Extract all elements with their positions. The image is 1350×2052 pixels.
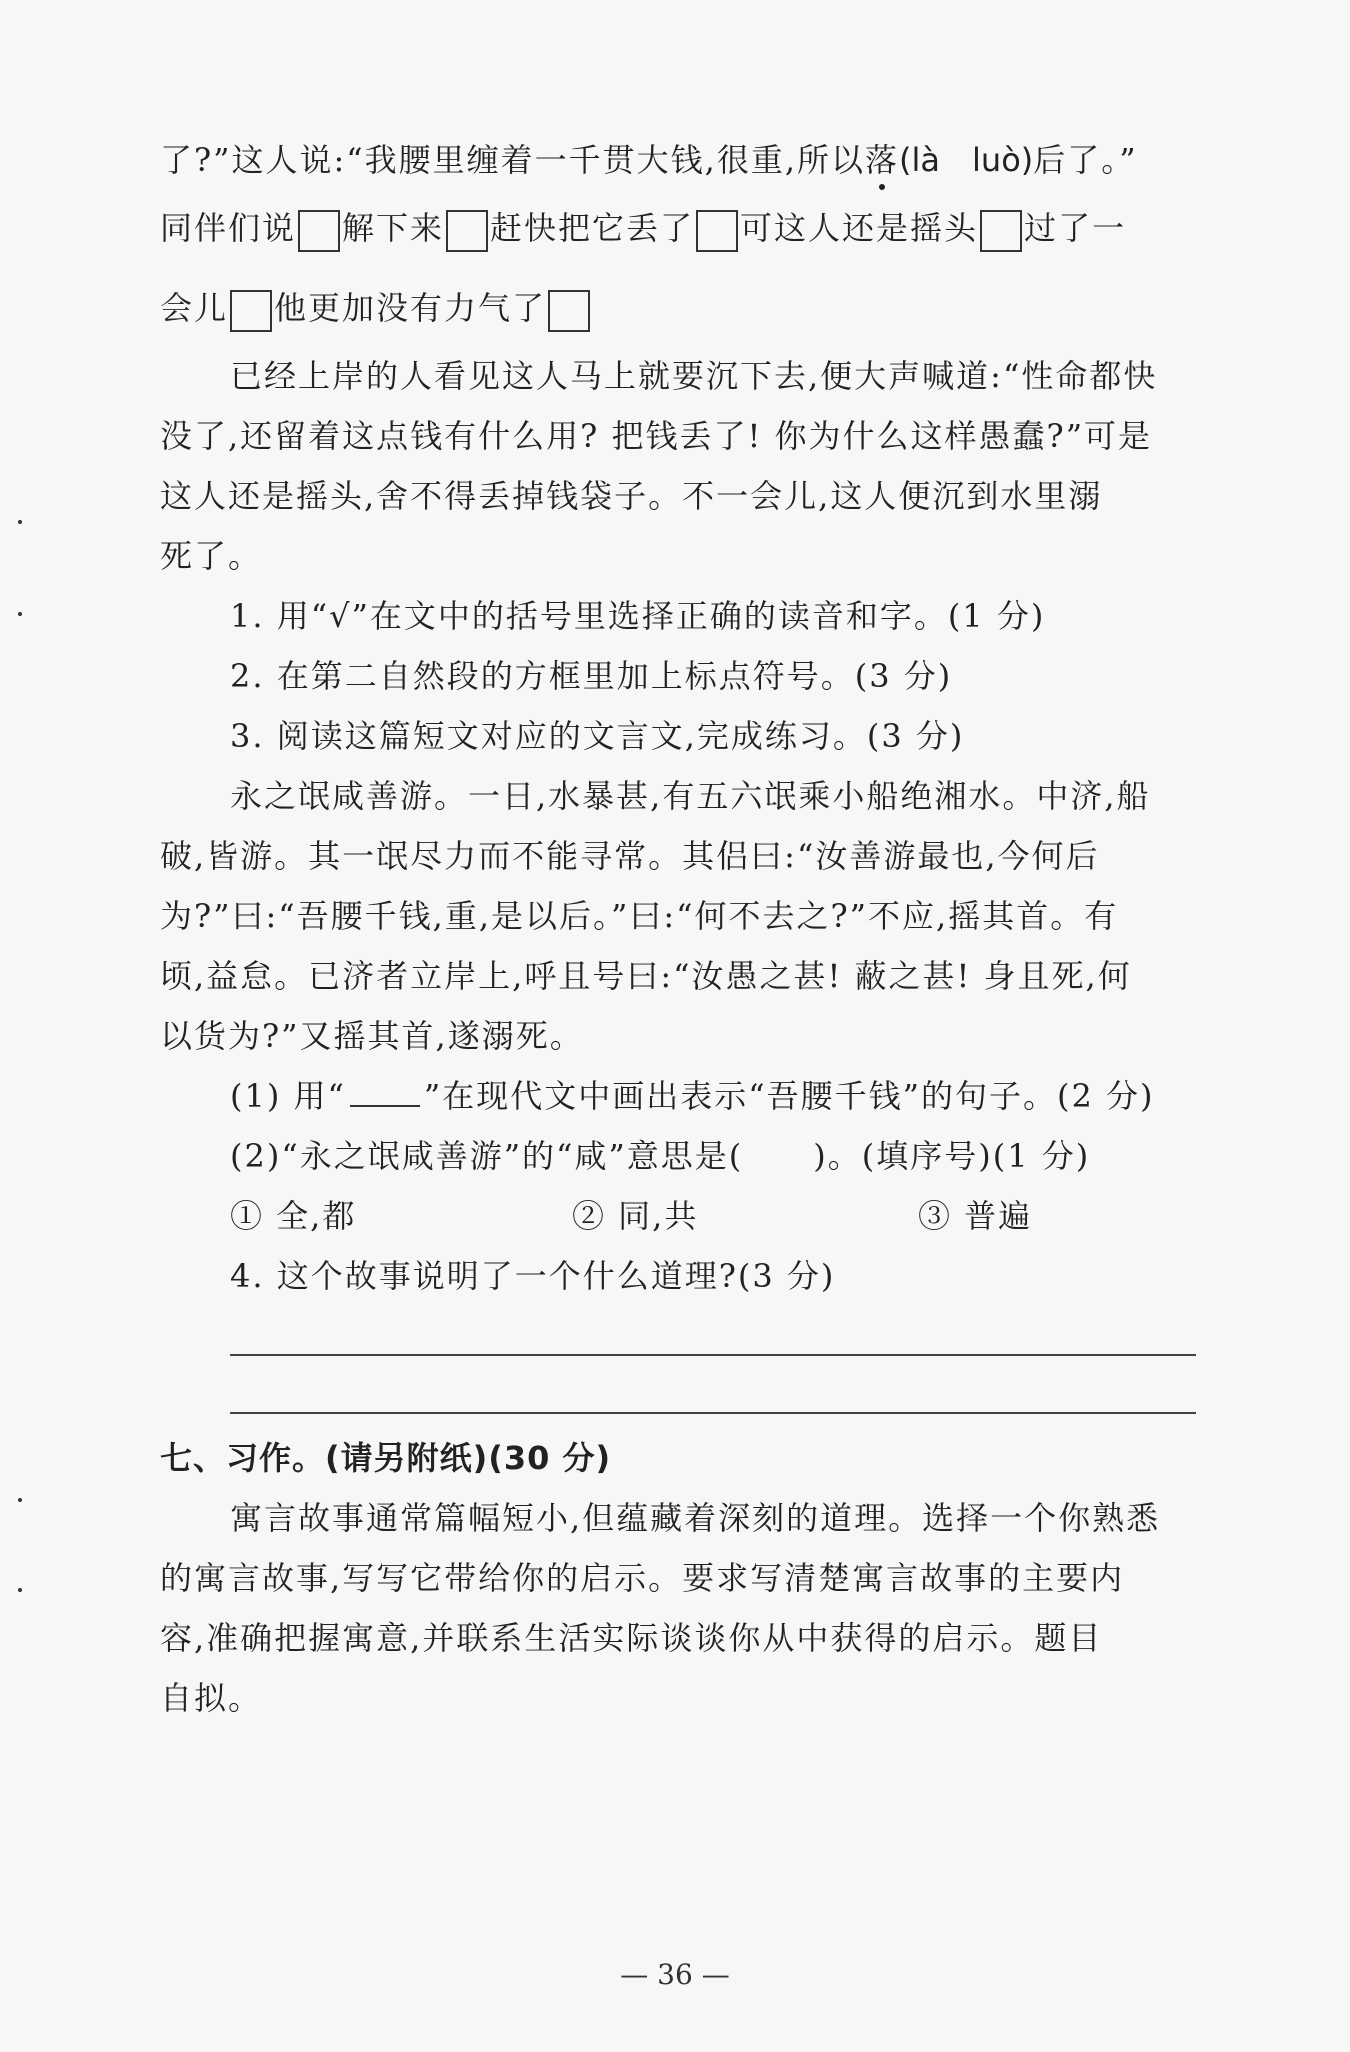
paragraph-2-line-1: 已经上岸的人看见这人马上就要沉下去,便大声喊道:“性命都快 [230,357,1158,395]
classical-text-line-3: 为?”曰:“吾腰千钱,重,是以后。”曰:“何不去之?”不应,摇其首。有 [160,897,1119,935]
question-3: 3. 阅读这篇短文对应的文言文,完成练习。(3 分) [230,717,965,755]
page-number: — 36 — [620,1958,730,1991]
question-2: 2. 在第二自然段的方框里加上标点符号。(3 分) [230,657,953,695]
passage-line-2: 同伴们说 解下来 赶快把它丢了 可这人还是摇头 过了一 [160,206,1126,252]
section-7-line-2: 的寓言故事,写写它带给你的启示。要求写清楚寓言故事的主要内 [160,1559,1125,1597]
punctuation-box[interactable] [298,210,340,252]
section-7-heading: 七、习作。(请另附纸)(30 分) [160,1439,612,1477]
passage-line-1: 了?”这人说:“我腰里缠着一千贯大钱,很重,所以落(là luò)后了。” [160,138,1138,182]
margin-dot [18,612,22,616]
sub-question-2: (2)“永之氓咸善游”的“咸”意思是( )。(填序号)(1 分) [230,1137,1091,1175]
sub-question-1: (1) 用“ ”在现代文中画出表示“吾腰千钱”的句子。(2 分) [230,1077,1155,1115]
punctuation-box[interactable] [230,290,272,332]
dotted-character: 落 [865,138,899,182]
paragraph-2-line-4: 死了。 [160,537,263,575]
section-7-line-1: 寓言故事通常篇幅短小,但蕴藏着深刻的道理。选择一个你熟悉 [230,1499,1161,1537]
classical-text-line-2: 破,皆游。其一氓尽力而不能寻常。其侣曰:“汝善游最也,今何后 [160,837,1100,875]
passage-line-3: 会儿 他更加没有力气了 [160,286,592,332]
paragraph-2-line-2: 没了,还留着这点钱有什么用? 把钱丢了! 你为什么这样愚蠢?”可是 [160,417,1153,455]
punctuation-box[interactable] [446,210,488,252]
section-7-line-4: 自拟。 [160,1679,263,1717]
option-3[interactable]: ③ 普遍 [918,1197,1033,1235]
answer-line[interactable] [230,1412,1196,1414]
question-4: 4. 这个故事说明了一个什么道理?(3 分) [230,1257,836,1295]
margin-dot [18,520,22,524]
margin-dot [18,1498,22,1502]
section-7-line-3: 容,准确把握寓意,并联系生活实际谈谈你从中获得的启示。题目 [160,1619,1103,1657]
underline-sample [350,1075,420,1107]
answer-line[interactable] [230,1354,1196,1356]
margin-dot [18,1588,22,1592]
option-2[interactable]: ② 同,共 [572,1197,699,1235]
paragraph-2-line-3: 这人还是摇头,舍不得丢掉钱袋子。不一会儿,这人便沉到水里溺 [160,477,1103,515]
option-1[interactable]: ① 全,都 [230,1197,357,1235]
punctuation-box[interactable] [696,210,738,252]
classical-text-line-4: 顷,益怠。已济者立岸上,呼且号曰:“汝愚之甚! 蔽之甚! 身且死,何 [160,957,1132,995]
punctuation-box[interactable] [548,290,590,332]
pinyin-choice[interactable]: (là luò) [899,141,1034,179]
classical-text-line-1: 永之氓咸善游。一日,水暴甚,有五六氓乘小船绝湘水。中济,船 [230,777,1151,815]
punctuation-box[interactable] [980,210,1022,252]
classical-text-line-5: 以货为?”又摇其首,遂溺死。 [160,1017,584,1055]
question-1: 1. 用“√”在文中的括号里选择正确的读音和字。(1 分) [230,597,1046,635]
